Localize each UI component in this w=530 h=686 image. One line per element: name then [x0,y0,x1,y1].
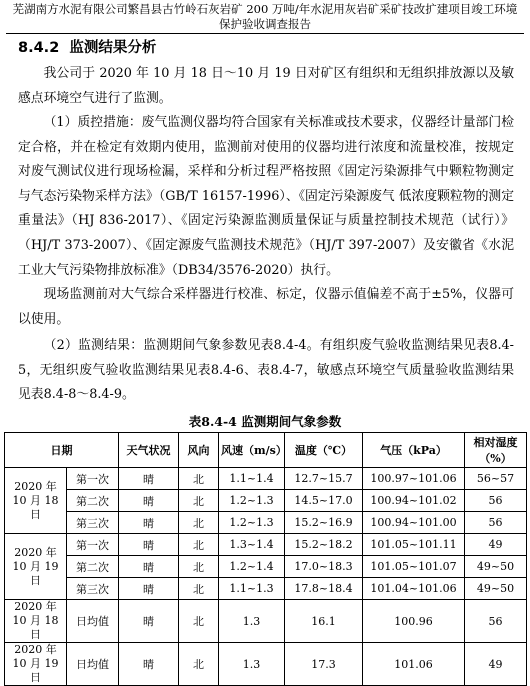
date-cell: 2020 年 10 月 19 日 [5,643,67,686]
wind-direction-cell: 北 [179,600,219,643]
wind-speed-cell: 1.2~1.3 [219,490,285,512]
section-title: 监测结果分析 [69,40,157,56]
paragraph-quality-control: （1）质控措施：废气监测仪器均符合国家有关标准或技术要求，仪器经计量部门检定合格，并在检定有效期内使用，监测前对使用的仪器均进行浓度和流量校准，按规定对废气测试仪进行现场检漏，采样和分析过程严格按照《固定污染源排气中颗粒物测定与气态污染物采样方法》（GB/T 16157-1996）、《固定污染源废气 低浓度颗粒物的测定 重量法》（HJ 836-2017）、《固定污染源监测质量保证与质量控制技术规范（试行）》（HJ/T 373-2007）、《固定源废气监测技术规范》（HJ/T 397-2007）及安徽省《水泥工业大气污染物排放标准》（DB34/3576-2020）执行。 [18,115,514,278]
weather-cell: 晴 [119,643,179,686]
wind-direction-cell: 北 [179,512,219,534]
header-weather: 天气状况 [119,433,179,468]
header-wind-direction: 风向 [179,433,219,468]
temperature-cell: 17.3 [285,643,363,686]
pressure-cell: 100.97~101.06 [363,468,465,490]
wind-speed-cell: 1.3 [219,600,285,643]
header-date: 日期 [5,433,119,468]
pressure-cell: 101.06 [363,643,465,686]
humidity-cell: 49 [465,643,527,686]
pressure-cell: 100.94~101.02 [363,490,465,512]
section-heading [18,36,156,57]
humidity-cell: 49~50 [465,578,527,600]
document-header: 芜湖南方水泥有限公司繁昌县古竹岭石灰岩矿 200 万吨/年水泥用灰岩矿采矿技改扩建项目竣工环境保护验收调查报告 [12,2,518,31]
humidity-cell: 56 [465,512,527,534]
temperature-cell: 16.1 [285,600,363,643]
round-cell: 第二次 [67,556,119,578]
weather-cell: 晴 [119,578,179,600]
weather-cell: 晴 [119,468,179,490]
humidity-cell: 56 [465,600,527,643]
wind-direction-cell: 北 [179,534,219,556]
header-wind-speed: 风速（m/s） [219,433,285,468]
pressure-cell: 101.05~101.07 [363,556,465,578]
humidity-cell: 56~57 [465,468,527,490]
round-cell: 第三次 [67,512,119,534]
wind-direction-cell: 北 [179,578,219,600]
temperature-cell: 15.2~16.9 [285,512,363,534]
wind-speed-cell: 1.3 [219,643,285,686]
wind-speed-cell: 1.2~1.4 [219,556,285,578]
round-cell: 日均值 [67,643,119,686]
weather-cell: 晴 [119,490,179,512]
temperature-cell: 12.7~15.7 [285,468,363,490]
wind-speed-cell: 1.1~1.4 [219,468,285,490]
weather-cell: 晴 [119,600,179,643]
pressure-cell: 101.04~101.06 [363,578,465,600]
header-pressure: 气压（kPa） [363,433,465,468]
paragraph-intro: 我公司于 2020 年 10 月 18 日～10 月 19 日对矿区有组织和无组织排放源以及敏感点环境空气进行了监测。 [18,66,514,106]
round-cell: 第三次 [67,578,119,600]
wind-speed-cell: 1.2~1.3 [219,512,285,534]
weather-cell: 晴 [119,556,179,578]
temperature-cell: 17.8~18.4 [285,578,363,600]
pressure-cell: 100.96 [363,600,465,643]
pressure-cell: 100.94~101.00 [363,512,465,534]
table-row [5,512,527,534]
round-cell: 第二次 [67,490,119,512]
humidity-cell: 56 [465,490,527,512]
wind-direction-cell: 北 [179,468,219,490]
wind-direction-cell: 北 [179,556,219,578]
weather-cell: 晴 [119,512,179,534]
temperature-cell: 15.2~18.2 [285,534,363,556]
table-row [5,556,527,578]
temperature-cell: 14.5~17.0 [285,490,363,512]
date-cell: 2020 年 10 月 18 日 [5,468,67,534]
paragraph-calibration: 现场监测前对大气综合采样器进行校准、标定，仪器示值偏差不高于±5%，仪器可以使用。 [18,287,514,327]
date-cell: 2020 年 10 月 19 日 [5,534,67,600]
round-cell: 日均值 [67,600,119,643]
header-humidity: 相对湿度（%） [465,433,527,468]
wind-direction-cell: 北 [179,643,219,686]
date-cell: 2020 年 10 月 18 日 [5,600,67,643]
round-cell: 第一次 [67,468,119,490]
table-caption: 表8.4-4 监测期间气象参数 [188,414,342,429]
table-row [5,578,527,600]
wind-speed-cell: 1.3~1.4 [219,534,285,556]
wind-speed-cell: 1.1~1.3 [219,578,285,600]
table-row [5,534,527,556]
humidity-cell: 49 [465,534,527,556]
pressure-cell: 101.05~101.11 [363,534,465,556]
table-row [5,468,527,490]
humidity-cell: 49~50 [465,556,527,578]
weather-parameters-table [4,432,527,686]
header-divider [6,33,524,34]
table-row-daily-average [5,643,527,686]
header-temperature: 温度（℃） [285,433,363,468]
section-number: 8.4.2 [18,40,60,56]
temperature-cell: 17.0~18.3 [285,556,363,578]
table-row [5,490,527,512]
wind-direction-cell: 北 [179,490,219,512]
table-row-daily-average [5,600,527,643]
round-cell: 第一次 [67,534,119,556]
paragraph-results: （2）监测结果：监测期间气象参数见表8.4-4。有组织废气验收监测结果见表8.4-5，无组织废气验收监测结果见表8.4-6、表8.4-7，敏感点环境空气质量验收监测结果见表8.4-8～8.4-9。 [18,338,514,403]
table-header-row [5,433,527,468]
weather-cell: 晴 [119,534,179,556]
